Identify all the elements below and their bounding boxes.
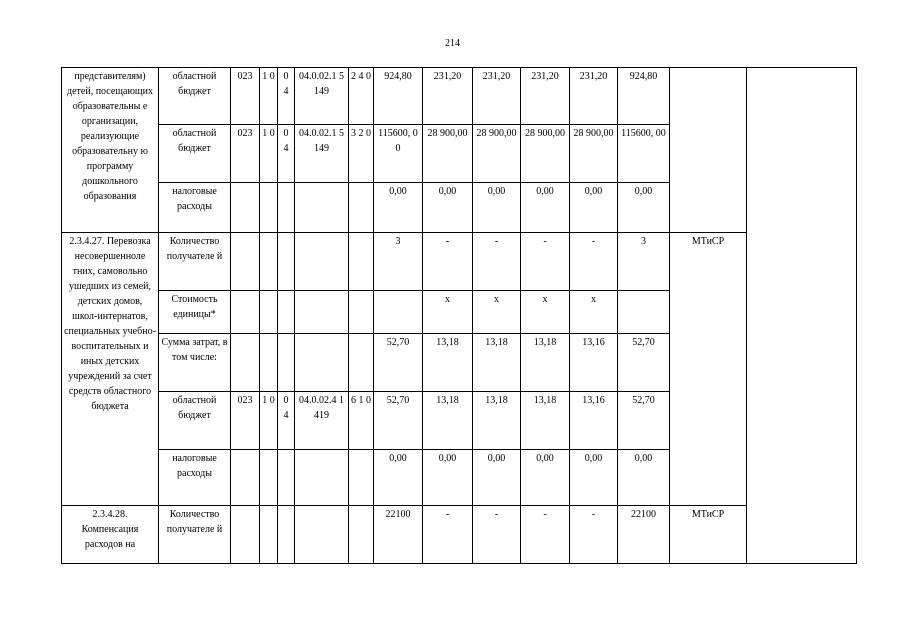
value-q4: х xyxy=(570,291,618,334)
value-q4: - xyxy=(570,506,618,564)
code-subsection: 0 4 xyxy=(278,392,295,450)
value-q4: - xyxy=(570,233,618,291)
value-year xyxy=(618,291,670,334)
code-section: 1 0 xyxy=(260,125,278,183)
value-q1: - xyxy=(423,233,473,291)
value-q2: 13,18 xyxy=(473,334,521,392)
code-section xyxy=(260,291,278,334)
value-total: 0,00 xyxy=(374,183,423,233)
code-section xyxy=(260,450,278,506)
value-q1: 231,20 xyxy=(423,68,473,125)
value-q3: 0,00 xyxy=(521,183,570,233)
code-subsection xyxy=(278,291,295,334)
value-year: 52,70 xyxy=(618,392,670,450)
funding-source: областной бюджет xyxy=(159,68,231,125)
value-q2: 0,00 xyxy=(473,183,521,233)
value-q3: - xyxy=(521,506,570,564)
executor-cell xyxy=(670,68,747,233)
value-q2: - xyxy=(473,506,521,564)
value-q3: - xyxy=(521,233,570,291)
code-subsection: 0 4 xyxy=(278,68,295,125)
value-q2: 0,00 xyxy=(473,450,521,506)
code-expense-type xyxy=(349,334,374,392)
value-q4: 231,20 xyxy=(570,68,618,125)
code-target: 04.0.02.4 1419 xyxy=(295,392,349,450)
value-q2: - xyxy=(473,233,521,291)
code-ministry xyxy=(231,183,260,233)
value-year: 115600, 00 xyxy=(618,125,670,183)
code-ministry xyxy=(231,291,260,334)
value-q4: 0,00 xyxy=(570,450,618,506)
value-q1: 13,18 xyxy=(423,392,473,450)
code-expense-type xyxy=(349,183,374,233)
value-total: 52,70 xyxy=(374,392,423,450)
value-q3: 231,20 xyxy=(521,68,570,125)
notes-cell xyxy=(747,68,857,564)
code-expense-type: 3 2 0 xyxy=(349,125,374,183)
value-q2: 13,18 xyxy=(473,392,521,450)
value-q4: 0,00 xyxy=(570,183,618,233)
executor: МТиСР xyxy=(670,506,747,564)
code-ministry: 023 xyxy=(231,392,260,450)
code-subsection xyxy=(278,233,295,291)
code-ministry xyxy=(231,450,260,506)
code-ministry: 023 xyxy=(231,68,260,125)
value-q4: 28 900,00 xyxy=(570,125,618,183)
value-total: 3 xyxy=(374,233,423,291)
funding-source: налоговые расходы xyxy=(159,450,231,506)
value-q1: 13,18 xyxy=(423,334,473,392)
value-q2: х xyxy=(473,291,521,334)
code-expense-type: 6 1 0 xyxy=(349,392,374,450)
code-target xyxy=(295,450,349,506)
code-target xyxy=(295,183,349,233)
value-q1: 28 900,00 xyxy=(423,125,473,183)
value-q1: - xyxy=(423,506,473,564)
table-row xyxy=(62,506,857,564)
value-q3: х xyxy=(521,291,570,334)
code-section: 1 0 xyxy=(260,68,278,125)
code-expense-type xyxy=(349,233,374,291)
code-expense-type xyxy=(349,291,374,334)
value-q2: 28 900,00 xyxy=(473,125,521,183)
code-section: 1 0 xyxy=(260,392,278,450)
code-target: 04.0.02.1 5149 xyxy=(295,68,349,125)
code-section xyxy=(260,183,278,233)
code-ministry xyxy=(231,233,260,291)
value-q1: х xyxy=(423,291,473,334)
funding-source: Сумма затрат, в том числе: xyxy=(159,334,231,392)
code-subsection xyxy=(278,334,295,392)
code-subsection: 0 4 xyxy=(278,125,295,183)
code-section xyxy=(260,233,278,291)
value-total xyxy=(374,291,423,334)
code-expense-type: 2 4 0 xyxy=(349,68,374,125)
code-section xyxy=(260,334,278,392)
value-q4: 13,16 xyxy=(570,334,618,392)
code-target xyxy=(295,334,349,392)
table-row xyxy=(62,233,857,291)
code-expense-type xyxy=(349,450,374,506)
value-q4: 13,16 xyxy=(570,392,618,450)
value-year: 0,00 xyxy=(618,183,670,233)
value-q2: 231,20 xyxy=(473,68,521,125)
code-section xyxy=(260,506,278,564)
value-year: 52,70 xyxy=(618,334,670,392)
funding-source: Стоимость единицы* xyxy=(159,291,231,334)
funding-source: Количество получателе й xyxy=(159,233,231,291)
value-q3: 28 900,00 xyxy=(521,125,570,183)
value-q3: 0,00 xyxy=(521,450,570,506)
funding-source: областной бюджет xyxy=(159,125,231,183)
value-q1: 0,00 xyxy=(423,450,473,506)
table-row xyxy=(62,68,857,125)
executor: МТиСР xyxy=(670,233,747,506)
measure-description: 2.3.4.27. Перевозка несовершенноле тних, самовольно ушедших из семей, детских домов, школ-интернатов, специальных учебно-воспитательных и иных детских учреждений за счет средств областного бюджета xyxy=(62,233,159,506)
value-q3: 13,18 xyxy=(521,392,570,450)
value-year: 3 xyxy=(618,233,670,291)
funding-source: налоговые расходы xyxy=(159,183,231,233)
code-target xyxy=(295,233,349,291)
code-target xyxy=(295,291,349,334)
value-year: 0,00 xyxy=(618,450,670,506)
code-ministry xyxy=(231,506,260,564)
value-year: 22100 xyxy=(618,506,670,564)
code-ministry: 023 xyxy=(231,125,260,183)
value-q3: 13,18 xyxy=(521,334,570,392)
measure-description: 2.3.4.28. Компенсация расходов на xyxy=(62,506,159,564)
code-subsection xyxy=(278,183,295,233)
code-ministry xyxy=(231,334,260,392)
code-subsection xyxy=(278,450,295,506)
value-total: 115600, 00 xyxy=(374,125,423,183)
measure-description: представителям) детей, посещающих образовательны е организации, реализующие образовательну ю программу дошкольного образования xyxy=(62,68,159,233)
code-target: 04.0.02.1 5149 xyxy=(295,125,349,183)
value-total: 924,80 xyxy=(374,68,423,125)
value-year: 924,80 xyxy=(618,68,670,125)
value-total: 0,00 xyxy=(374,450,423,506)
value-q1: 0,00 xyxy=(423,183,473,233)
page-number: 214 xyxy=(445,38,460,49)
value-total: 52,70 xyxy=(374,334,423,392)
value-total: 22100 xyxy=(374,506,423,564)
funding-source: областной бюджет xyxy=(159,392,231,450)
code-target xyxy=(295,506,349,564)
code-expense-type xyxy=(349,506,374,564)
code-subsection xyxy=(278,506,295,564)
funding-source: Количество получателе й xyxy=(159,506,231,564)
budget-table xyxy=(61,67,857,564)
